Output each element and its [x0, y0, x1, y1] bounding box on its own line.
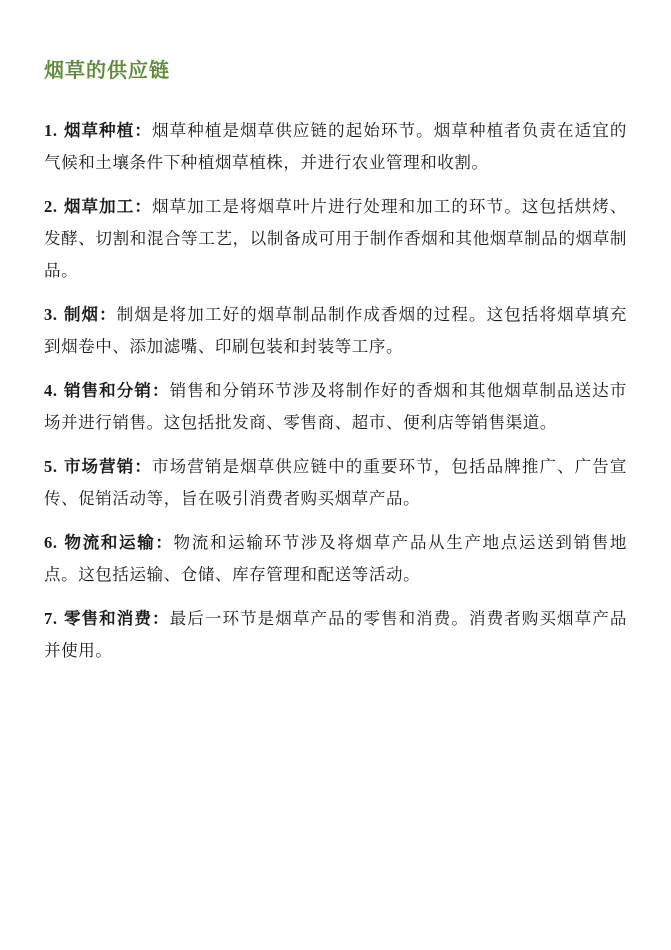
item-number: 5. — [44, 457, 58, 476]
item-number: 6. — [44, 533, 58, 552]
item-number: 3. — [44, 305, 58, 324]
item-description: 烟草种植是烟草供应链的起始环节。烟草种植者负责在适宜的气候和土壤条件下种植烟草植株，并进行农业管理和收割。 — [44, 121, 627, 172]
list-item — [44, 375, 627, 439]
item-number: 4. — [44, 381, 58, 400]
list-item — [44, 191, 627, 287]
item-description: 销售和分销环节涉及将制作好的香烟和其他烟草制品送达市场并进行销售。这包括批发商、零售商、超市、便利店等销售渠道。 — [44, 381, 627, 432]
list-item — [44, 603, 627, 667]
item-colon: ： — [152, 381, 170, 400]
page-title: 烟草的供应链 — [44, 58, 170, 82]
supply-chain-list — [44, 115, 627, 667]
list-item — [44, 299, 627, 363]
item-colon: ： — [134, 121, 153, 140]
item-term: 物流和运输 — [64, 533, 156, 552]
item-colon: ： — [134, 457, 153, 476]
item-colon: ： — [152, 609, 170, 628]
item-number: 2. — [44, 197, 58, 216]
item-description: 最后一环节是烟草产品的零售和消费。消费者购买烟草产品并使用。 — [44, 609, 627, 660]
list-item — [44, 527, 627, 591]
item-description: 制烟是将加工好的烟草制品制作成香烟的过程。这包括将烟草填充到烟卷中、添加滤嘴、印刷包装和封装等工序。 — [44, 305, 627, 356]
item-term: 制烟 — [63, 305, 100, 324]
item-term: 销售和分销 — [63, 381, 152, 400]
list-item — [44, 115, 627, 179]
item-term: 零售和消费 — [63, 609, 152, 628]
item-description: 物流和运输环节涉及将烟草产品从生产地点运送到销售地点。这包括运输、仓储、库存管理和配送等活动。 — [44, 533, 628, 584]
item-term: 烟草种植 — [63, 121, 135, 140]
item-description: 市场营销是烟草供应链中的重要环节，包括品牌推广、广告宣传、促销活动等，旨在吸引消费者购买烟草产品。 — [44, 457, 627, 508]
item-description: 烟草加工是将烟草叶片进行处理和加工的环节。这包括烘烤、发酵、切割和混合等工艺，以制备成可用于制作香烟和其他烟草制品的烟草制品。 — [44, 197, 627, 280]
item-number: 1. — [44, 121, 58, 140]
item-number: 7. — [44, 609, 58, 628]
list-item — [44, 451, 627, 515]
item-colon: ： — [134, 197, 153, 216]
item-colon: ： — [99, 305, 117, 324]
item-colon: ： — [155, 533, 174, 552]
item-term: 烟草加工 — [63, 197, 135, 216]
item-term: 市场营销 — [63, 457, 135, 476]
